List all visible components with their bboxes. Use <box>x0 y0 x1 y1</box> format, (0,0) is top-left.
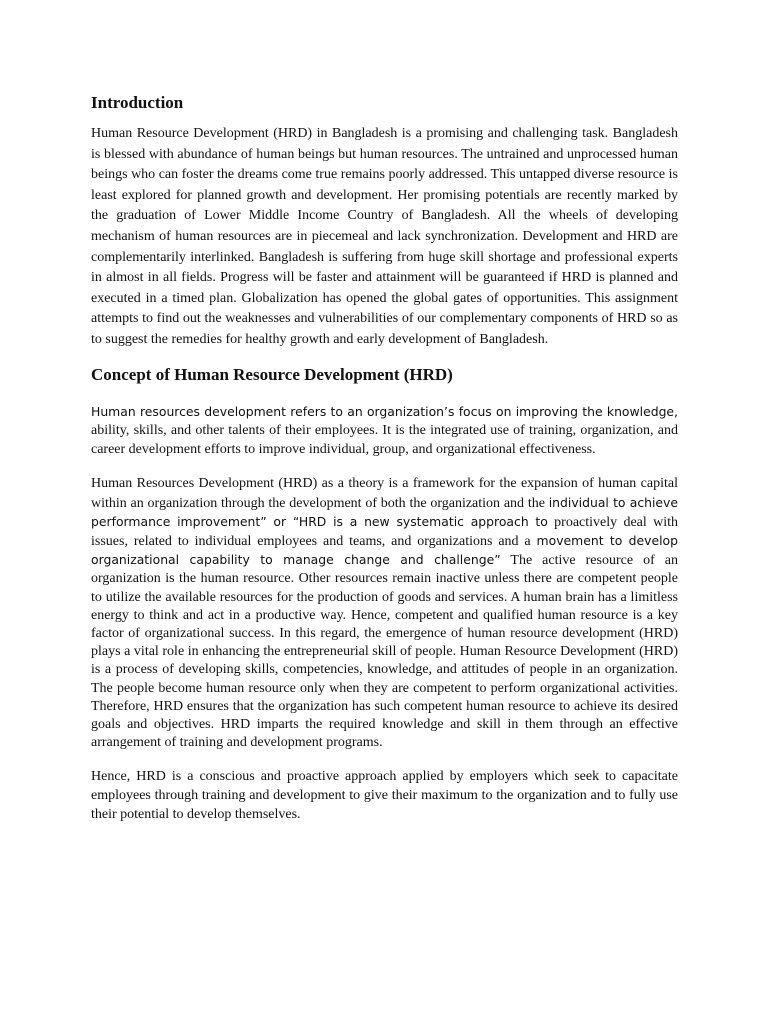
document-page <box>91 92 678 824</box>
concept-paragraph-2-part-a: Human Resources Development (HRD) as a theory is a framework for the expansion of human capital within an organization through the development of both the organization and the <box>91 476 678 511</box>
concept-paragraph-2 <box>91 475 678 752</box>
introduction-paragraph: Human Resource Development (HRD) in Bangladesh is a promising and challenging task. Bangladesh is blessed with abundance of human beings but human resources. The untrained and unprocessed human beings who can foster the dreams come true remains poorly addressed. This untapped diverse resource is least explored for planned growth and development. Her promising potentials are recently marked by the graduation of Lower Middle Income Country of Bangladesh. All the wheels of developing mechanism of human resources are in piecemeal and lack synchronization. Development and HRD are complementarily interlinked. Bangladesh is suffering from huge skill shortage and professional experts in almost in all fields. Progress will be faster and attainment will be guaranteed if HRD is planned and executed in a timed plan. Globalization has opened the global gates of opportunities. This assignment attempts to find out the weaknesses and vulnerabilities of our complementary components of HRD so as to suggest the remedies for healthy growth and early development of Bangladesh. <box>91 126 678 347</box>
concept-paragraph-1-definition: Human resources development refers to an organization’s focus on improving the knowledge, <box>91 403 678 419</box>
concept-heading: Concept of Human Resource Development (HRD) <box>91 364 453 384</box>
concept-paragraph-2-part-e: The active resource of an organization is the human resource. Other resources remain inactive unless there are competent people to utilize the available resources for the production of goods and services. A human brain has a limitless energy to think and act in a productive way. Hence, competent and qualified human resource is a key factor of organizational success. In this regard, the emergence of human resource development (HRD) plays a vital role in enhancing the entrepreneurial skill of people. Human Resource Development (HRD) is a process of developing skills, competencies, knowledge, and attitudes of people in an organization. The people become human resource only when they are competent to perform organizational activities. Therefore, HRD ensures that the organization has such competent human resource to achieve its desired goals and objectives. HRD imparts the required knowledge and skill in them through an effective arrangement of training and development programs. <box>91 553 678 751</box>
concept-paragraph-2-quote-b: movement to develop organizational capability to manage change and challenge” <box>91 532 678 568</box>
concept-paragraph-2-part-c: proactively deal with issues, related to individual employees and teams, and organizations and a <box>91 514 678 549</box>
concept-paragraph-1 <box>91 403 678 460</box>
concept-paragraph-1-rest: ability, skills, and other talents of their employees. It is the integrated use of training, organization, and career development efforts to improve individual, group, and organizational effectiveness. <box>91 423 678 457</box>
concept-paragraph-3: Hence, HRD is a conscious and proactive approach applied by employers which seek to capacitate employees through training and development to give their maximum to the organization and to fully use their potential to develop themselves. <box>91 769 678 822</box>
concept-paragraph-2-quote-a: individual to achieve performance improvement” or “HRD is a new systematic approach to <box>91 494 679 529</box>
introduction-heading: Introduction <box>91 93 184 112</box>
